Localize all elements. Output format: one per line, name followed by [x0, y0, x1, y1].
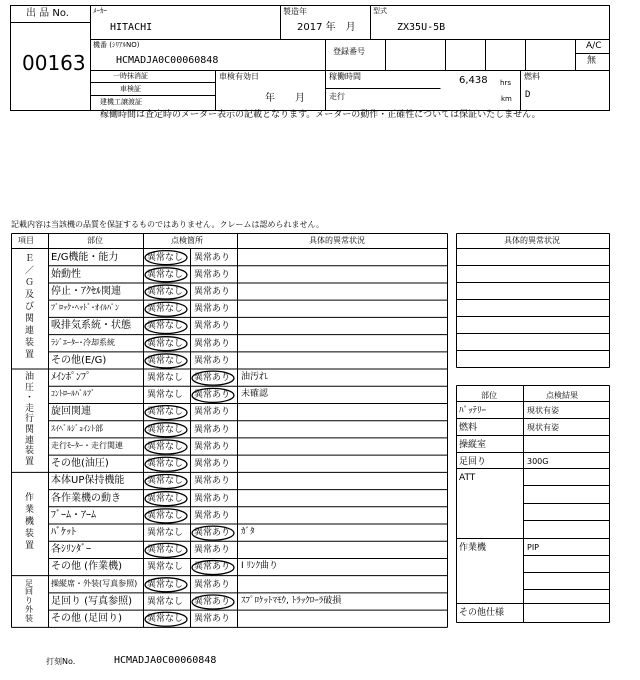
group-label-char: 行	[25, 414, 35, 425]
status-normal: 異常なし	[147, 269, 184, 280]
fuel-value: D	[525, 90, 531, 100]
status-normal: 異常なし	[147, 596, 184, 607]
row-part-label: 足回り (写真参照)	[51, 595, 132, 607]
maker-label: ﾒｰｶｰ	[93, 7, 107, 15]
status-abnormal: 異常あり	[194, 373, 231, 384]
fuel-label: 燃料	[524, 72, 540, 81]
status-abnormal: 異常あり	[194, 476, 231, 487]
right-row-part: 燃料	[459, 422, 478, 433]
status-abnormal: 異常あり	[194, 390, 231, 401]
header-detail: 具体的異常状況	[309, 236, 365, 245]
stamp-value: HCMADJA0C00060848	[114, 655, 217, 666]
status-normal: 異常なし	[147, 355, 184, 366]
row-part-label: ｺﾝﾄﾛｰﾙﾊﾞﾙﾌﾞ	[51, 389, 95, 399]
shupin-label: 出 品 No.	[26, 8, 69, 19]
status-normal: 異常なし	[147, 459, 184, 470]
status-abnormal: 異常あり	[194, 252, 231, 263]
row-part-label: その他(E/G)	[51, 354, 107, 366]
status-normal: 異常なし	[147, 493, 184, 504]
right-row-result: 現状有姿	[527, 422, 559, 432]
maker-value: HITACHI	[110, 22, 153, 33]
group-label-char: 走	[25, 403, 35, 414]
header-item: 項目	[18, 236, 34, 245]
status-normal: 異常なし	[147, 338, 184, 349]
status-abnormal: 異常あり	[194, 407, 231, 418]
quality-note: 記載内容は当該機の品質を保証するものではありません。クレームは認められません。	[11, 220, 324, 229]
header-check: 点検箇所	[171, 236, 203, 245]
status-normal: 異常なし	[147, 407, 184, 418]
permit-1: 一時抹消証	[113, 72, 148, 80]
hours-note: 稼働時間は査定時のメーター表示の記載となります。メーターの動作・正確性については保証いたしません。	[100, 110, 541, 120]
row-part-label: ﾗｼﾞｴｰﾀｰ･冷却系統	[51, 337, 115, 347]
row-detail: ｶﾞﾀ	[241, 527, 255, 538]
status-abnormal: 異常あり	[194, 355, 231, 366]
year-label: 製造年	[283, 7, 307, 16]
inspection-label: 車検有効日	[219, 72, 259, 81]
group-label-char: 連	[25, 435, 35, 446]
row-part-label: その他 (足回り)	[51, 613, 122, 625]
group-label-char: 油	[25, 372, 35, 383]
shupin-number: 00163	[22, 51, 86, 75]
row-detail: 油汚れ	[241, 372, 269, 383]
group-label-char: 圧	[25, 382, 35, 393]
status-abnormal: 異常あり	[194, 614, 231, 625]
row-detail: 未確認	[241, 389, 269, 400]
status-abnormal: 異常あり	[194, 441, 231, 452]
row-part-label: 本体UP保持機能	[51, 475, 125, 487]
right-row-part: ATT	[459, 472, 476, 483]
group-label-char: 置	[25, 456, 35, 467]
status-normal: 異常なし	[147, 614, 184, 625]
group-label-char: 機	[25, 517, 35, 528]
status-abnormal: 異常あり	[194, 321, 231, 332]
group-label-char: 置	[25, 349, 35, 360]
status-normal: 異常なし	[147, 545, 184, 556]
row-part-label: ﾌﾞﾛｯｸ･ﾍｯﾄﾞ･ｵｲﾙﾊﾟﾝ	[51, 303, 119, 313]
row-detail: I ﾘﾝｸ曲り	[241, 561, 279, 572]
status-abnormal: 異常あり	[194, 459, 231, 470]
group-label-char: 装	[25, 613, 33, 623]
status-normal: 異常なし	[147, 562, 184, 573]
group-label-char: ・	[25, 393, 35, 404]
status-abnormal: 異常あり	[194, 596, 231, 607]
status-normal: 異常なし	[147, 510, 184, 521]
status-normal: 異常なし	[147, 424, 184, 435]
right-row-result: 300G	[527, 456, 549, 466]
row-part-label: 各作業機の動き	[51, 492, 121, 504]
group-label-char: Ｇ	[25, 277, 35, 288]
status-normal: 異常なし	[147, 476, 184, 487]
serial-value: HCMADJA0C00060848	[116, 55, 219, 66]
status-normal: 異常なし	[147, 579, 184, 590]
status-normal: 異常なし	[147, 321, 184, 332]
group-label-char: ／	[25, 265, 35, 276]
status-normal: 異常なし	[147, 286, 184, 297]
status-abnormal: 異常あり	[194, 286, 231, 297]
right-row-part: 操縦室	[459, 439, 487, 450]
group-label-char: 外	[25, 604, 33, 614]
status-normal: 異常なし	[147, 304, 184, 315]
permit-2: 車検証	[120, 85, 141, 93]
status-normal: 異常なし	[147, 373, 184, 384]
row-part-label: ｽｲﾍﾞﾙｼﾞｮｲﾝﾄ部	[51, 423, 103, 433]
right-row-part: 足回り	[459, 456, 487, 467]
status-normal: 異常なし	[147, 441, 184, 452]
serial-label: 機番 (ｼﾘｱﾙNO)	[93, 41, 140, 49]
row-part-label: ﾌﾞｰﾑ・ｱｰﾑ	[51, 509, 96, 521]
row-part-label: 始動性	[51, 268, 81, 280]
status-abnormal: 異常あり	[194, 304, 231, 315]
model-label: 型式	[373, 7, 387, 15]
status-abnormal: 異常あり	[194, 545, 231, 556]
hours-label: 稼働時間	[329, 72, 361, 81]
group-label-char: 装	[25, 446, 35, 457]
mileage-label: 走行	[329, 92, 345, 101]
status-abnormal: 異常あり	[194, 338, 231, 349]
status-abnormal: 異常あり	[194, 493, 231, 504]
hours-unit: hrs	[500, 79, 511, 87]
group-label-char: 及	[25, 289, 35, 300]
group-label-char: 装	[25, 337, 35, 348]
group-label-char: 作	[25, 493, 35, 504]
status-abnormal: 異常あり	[194, 528, 231, 539]
right-row-result: PIP	[527, 542, 540, 552]
header-grid	[0, 0, 640, 120]
hours-value: 6,438	[459, 75, 488, 86]
header-part: 部位	[87, 236, 103, 245]
group-label-char: 置	[25, 541, 35, 552]
group-label-char: 関	[25, 313, 35, 324]
group-label-char: 回	[25, 587, 33, 597]
permit-3: 建機工譲渡証	[100, 98, 142, 106]
group-label-char: 関	[25, 424, 35, 435]
right-part-header: 部位	[481, 391, 497, 400]
stamp-label: 打刻No.	[46, 657, 76, 666]
row-part-label: 停止・ｱｸｾﾙ関連	[51, 285, 121, 297]
status-normal: 異常なし	[147, 390, 184, 401]
row-part-label: 走行ﾓｰﾀｰ・走行関連	[51, 440, 123, 450]
model-value: ZX35U-5B	[397, 22, 446, 33]
km-unit: km	[501, 95, 512, 103]
row-detail: ｽﾌﾟﾛｹｯﾄﾏﾓｳ, ﾄﾗｯｸﾛｰﾗ破損	[241, 595, 342, 606]
status-abnormal: 異常あり	[194, 424, 231, 435]
row-part-label: ﾒｲﾝﾎﾟﾝﾌﾟ	[51, 372, 91, 384]
row-part-label: ﾊﾞｹｯﾄ	[51, 527, 76, 539]
right-detail-header: 具体的異常状況	[504, 236, 560, 245]
status-abnormal: 異常あり	[194, 562, 231, 573]
right-row-part: ﾊﾞｯﾃﾘｰ	[459, 405, 487, 416]
row-part-label: E/G機能・能力	[51, 251, 119, 263]
status-abnormal: 異常あり	[194, 510, 231, 521]
row-part-label: 吸排気系統・状態	[51, 320, 131, 332]
status-abnormal: 異常あり	[194, 579, 231, 590]
year-value: 2017 年 月	[297, 22, 356, 33]
ac-value: 無	[587, 56, 597, 66]
row-part-label: 旋回関連	[51, 406, 91, 418]
inspection-value: 年 月	[265, 93, 305, 104]
right-row-result: 現状有姿	[527, 405, 559, 415]
status-normal: 異常なし	[147, 528, 184, 539]
group-label-char: 足	[25, 578, 33, 588]
group-label-char: り	[25, 596, 33, 606]
row-part-label: 各ｼﾘﾝﾀﾞｰ	[51, 544, 91, 556]
registration-label: 登録番号	[333, 47, 365, 56]
right-row-part: その他仕様	[459, 607, 505, 618]
group-label-char: 装	[25, 529, 35, 540]
group-label-char: 連	[25, 325, 35, 336]
row-part-label: その他(油圧)	[51, 458, 109, 470]
status-abnormal: 異常あり	[194, 269, 231, 280]
right-result-header: 点検結果	[546, 391, 578, 400]
row-part-label: その他 (作業機)	[51, 561, 122, 573]
group-label-char: Ｅ	[25, 253, 35, 264]
status-normal: 異常なし	[147, 252, 184, 263]
row-part-label: 操縦席・外装(写真参照)	[51, 578, 138, 588]
ac-label: A/C	[586, 41, 602, 51]
right-row-part: 作業機	[459, 542, 487, 553]
group-label-char: 業	[25, 505, 35, 516]
group-label-char: び	[25, 301, 35, 312]
